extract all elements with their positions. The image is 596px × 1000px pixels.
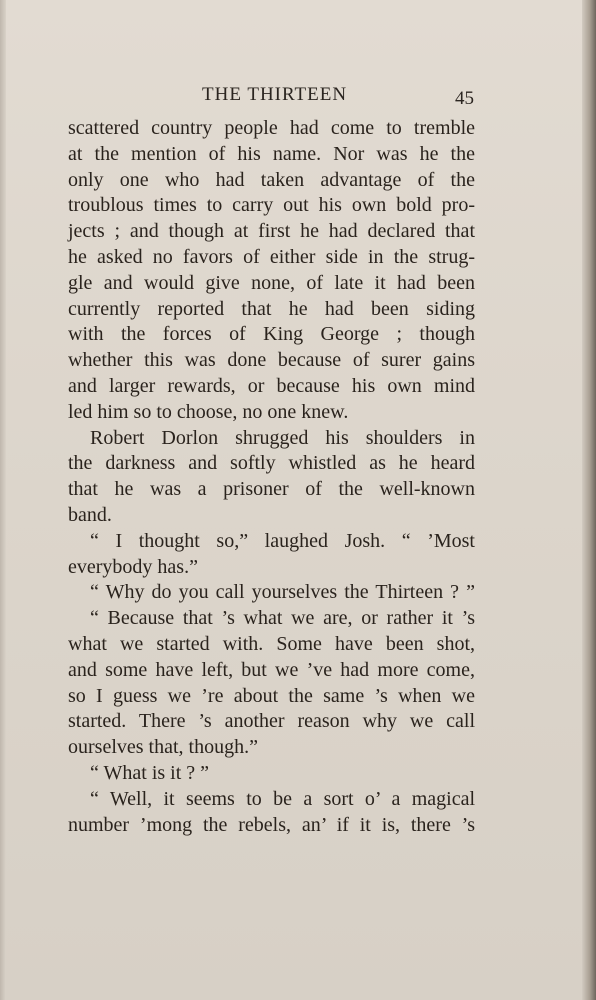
text-line: Robert Dorlon shrugged his shoulders in: [90, 426, 475, 449]
text-line: led him so to choose, no one knew.: [68, 400, 349, 423]
page-gutter-shadow: [0, 0, 6, 1000]
text-line: so I guess we ’re about the same ’s when we: [68, 684, 475, 707]
running-head: THE THIRTEEN: [202, 84, 348, 105]
text-line: everybody has.”: [68, 555, 198, 578]
text-line: currently reported that he had been siding: [68, 297, 475, 320]
text-line: only one who had taken advantage of the: [68, 168, 475, 191]
text-line: scattered country people had come to tremble: [68, 117, 475, 139]
text-line: band.: [68, 503, 112, 526]
page-edge-shadow: [582, 0, 596, 1000]
text-line: “ I thought so,” laughed Josh. “ ’Most: [90, 529, 475, 552]
text-line: and larger rewards, or because his own mind: [68, 374, 475, 397]
body-text: [68, 116, 475, 838]
text-line: the darkness and softly whistled as he heard: [68, 452, 475, 475]
text-line: troublous times to carry out his own bold pro-: [68, 194, 475, 217]
text-line: what we started with. Some have been shot,: [68, 632, 475, 655]
text-line: with the forces of King George ; though: [68, 323, 475, 346]
text-line: number ’mong the rebels, an’ if it is, there ’s: [68, 813, 475, 836]
text-line: gle and would give none, of late it had been: [68, 271, 475, 294]
text-line: started. There ’s another reason why we call: [68, 710, 475, 733]
text-line: and some have left, but we ’ve had more come,: [68, 658, 475, 681]
text-line: ourselves that, though.”: [68, 736, 258, 759]
text-line: jects ; and though at first he had declared that: [68, 220, 475, 243]
text-line: at the mention of his name. Nor was he the: [68, 142, 475, 165]
text-line: “ Why do you call yourselves the Thirteen ? ”: [90, 581, 475, 604]
text-line: that he was a prisoner of the well-known: [68, 478, 475, 501]
page-number: 45: [455, 88, 474, 109]
text-line: “ What is it ? ”: [90, 761, 210, 784]
text-line: “ Because that ’s what we are, or rather it ’s: [90, 607, 475, 630]
text-line: whether this was done because of surer gains: [68, 349, 475, 372]
text-line: “ Well, it seems to be a sort o’ a magical: [90, 787, 475, 810]
text-line: he asked no favors of either side in the strug-: [68, 245, 475, 268]
